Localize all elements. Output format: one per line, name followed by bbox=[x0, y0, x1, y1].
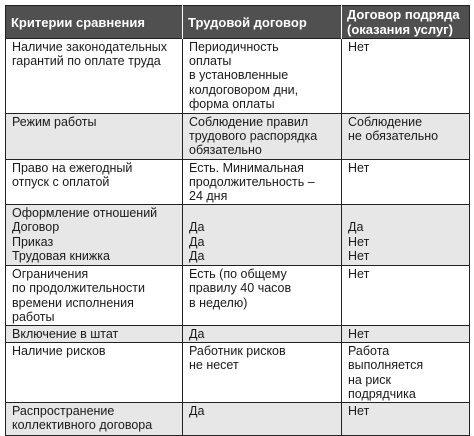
service-contract-cell bbox=[342, 205, 470, 266]
cell-text-line: работы bbox=[12, 309, 55, 324]
table-row bbox=[6, 326, 470, 343]
table-row bbox=[6, 159, 470, 205]
cell-text-line: Право на ежегодный bbox=[12, 160, 133, 175]
cell-text-line: Договор bbox=[12, 220, 60, 235]
comparison-table-container bbox=[5, 5, 469, 436]
cell-text-line: Режим работы bbox=[12, 115, 97, 129]
table-row bbox=[6, 39, 470, 114]
cell-text-line bbox=[348, 206, 464, 220]
cell-text-line: Есть. Минимальная bbox=[189, 160, 304, 175]
cell-text-line: Да bbox=[189, 404, 205, 419]
cell-text-line: Периодичность bbox=[189, 40, 279, 54]
labor-contract-cell bbox=[183, 159, 342, 205]
table-body bbox=[6, 39, 470, 436]
criteria-cell bbox=[6, 159, 183, 205]
cell-text-line: форма оплаты bbox=[189, 96, 275, 111]
service-contract-cell bbox=[342, 343, 470, 403]
cell-text-line: Приказ bbox=[12, 234, 54, 249]
comparison-table bbox=[5, 5, 470, 436]
header-labor-contract: Трудовой договор bbox=[183, 6, 342, 39]
cell-text-line: Соблюдение правил bbox=[189, 115, 309, 129]
cell-text-line: на риск bbox=[348, 372, 391, 387]
cell-text-line: продолжительность – bbox=[189, 174, 315, 189]
cell-text-line: выполняется bbox=[348, 358, 424, 373]
cell-text-line: Работник рисков bbox=[189, 344, 286, 359]
cell-text-line: времени исполнения bbox=[12, 295, 134, 310]
service-contract-cell bbox=[342, 266, 470, 326]
cell-text-line: Нет bbox=[348, 248, 370, 263]
service-contract-cell bbox=[342, 403, 470, 436]
cell-text-line: Трудовая книжка bbox=[12, 248, 110, 263]
table-row bbox=[6, 266, 470, 326]
labor-contract-cell bbox=[183, 326, 342, 343]
labor-contract-cell bbox=[183, 343, 342, 403]
cell-text-line: правилу 40 часов bbox=[189, 281, 292, 296]
cell-text-line: Да bbox=[189, 327, 205, 342]
header-service-contract: Договор подряда (оказания услуг) bbox=[342, 6, 470, 39]
cell-text-line: Нет bbox=[348, 327, 370, 342]
criteria-cell bbox=[6, 266, 183, 326]
service-contract-cell bbox=[342, 326, 470, 343]
cell-text-line: колдоговором дни, bbox=[189, 82, 299, 97]
cell-text-line: Оформление отношений bbox=[12, 206, 158, 221]
cell-text-line: Работа bbox=[348, 344, 390, 359]
cell-text-line: Да bbox=[348, 220, 364, 235]
cell-text-line bbox=[189, 206, 336, 220]
labor-contract-cell bbox=[183, 403, 342, 436]
cell-text-line: подрядчика bbox=[348, 386, 416, 401]
labor-contract-cell bbox=[183, 114, 342, 160]
labor-contract-cell bbox=[183, 205, 342, 266]
labor-contract-cell bbox=[183, 39, 342, 114]
table-header bbox=[6, 6, 470, 39]
service-contract-cell bbox=[342, 159, 470, 205]
cell-text-line: в неделю) bbox=[189, 295, 248, 310]
cell-text-line: Нет bbox=[348, 404, 370, 419]
labor-contract-cell bbox=[183, 266, 342, 326]
cell-text-line: по продолжительности bbox=[12, 281, 145, 296]
service-contract-cell bbox=[342, 39, 470, 114]
table-row bbox=[6, 205, 470, 266]
cell-text-line: Распространение bbox=[12, 404, 115, 419]
cell-text-line: 24 дня bbox=[189, 189, 228, 204]
cell-text-line: Нет bbox=[348, 267, 370, 282]
cell-text-line: Включение в штат bbox=[12, 327, 119, 342]
header-row bbox=[6, 6, 470, 39]
cell-text-line: Есть (по общему bbox=[189, 267, 287, 282]
cell-text-line: трудового распорядка bbox=[189, 129, 318, 144]
criteria-cell bbox=[6, 205, 183, 266]
table-row bbox=[6, 343, 470, 403]
cell-text-line: Да bbox=[189, 234, 205, 249]
table-row bbox=[6, 403, 470, 436]
table-row bbox=[6, 114, 470, 160]
cell-text-line: Да bbox=[189, 220, 205, 235]
criteria-cell bbox=[6, 114, 183, 160]
criteria-cell bbox=[6, 403, 183, 436]
criteria-cell bbox=[6, 39, 183, 114]
service-contract-cell bbox=[342, 114, 470, 160]
cell-text-line: Наличие законодательных bbox=[12, 40, 168, 54]
cell-text-line: не несет bbox=[189, 358, 239, 373]
cell-text-line: Соблюдение bbox=[348, 115, 423, 129]
criteria-cell bbox=[6, 343, 183, 403]
cell-text-line: Нет bbox=[348, 40, 370, 54]
cell-text-line: Нет bbox=[348, 234, 370, 249]
criteria-cell bbox=[6, 326, 183, 343]
cell-text-line: Да bbox=[189, 248, 205, 263]
cell-text-line: коллективного договора bbox=[12, 418, 153, 433]
cell-text-line: в установленные bbox=[189, 68, 289, 83]
cell-text-line: оплаты bbox=[189, 54, 232, 69]
cell-text-line: отпуск с оплатой bbox=[12, 174, 110, 189]
cell-text-line: Нет bbox=[348, 160, 370, 175]
cell-text-line: Ограничения bbox=[12, 267, 89, 282]
cell-text-line: гарантий по оплате труда bbox=[12, 54, 161, 69]
cell-text-line: Наличие рисков bbox=[12, 344, 106, 359]
header-criteria: Критерии сравнения bbox=[6, 6, 183, 39]
cell-text-line: обязательно bbox=[189, 143, 262, 158]
cell-text-line: не обязательно bbox=[348, 129, 439, 144]
